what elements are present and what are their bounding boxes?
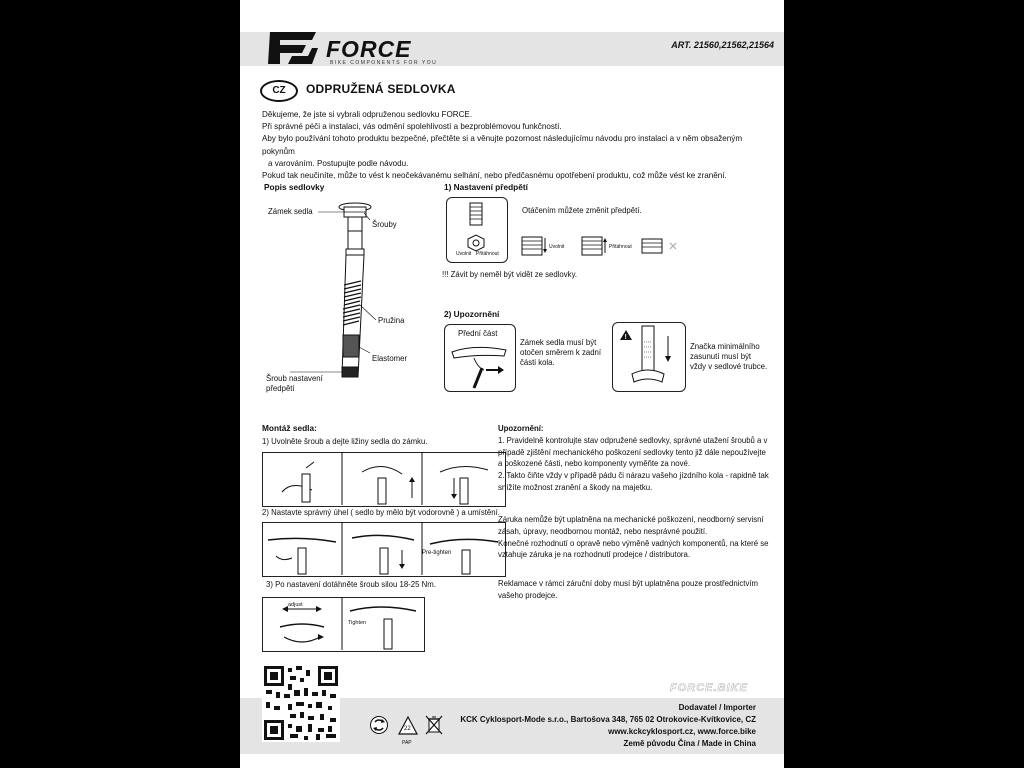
svg-text:!: ! xyxy=(624,334,627,341)
country-of-origin: Země původu Čína / Made in China xyxy=(623,739,756,748)
front-label: Přední část xyxy=(458,329,498,338)
claims-line: vašeho prodejce. xyxy=(498,590,558,600)
brand-wordmark: FORCE xyxy=(326,36,412,62)
warning-line: 1. Pravidelně kontrolujte stav odpružené sedlovky, správné utažení šroubů a v xyxy=(498,435,768,445)
pretighten-label: Pre-tighten xyxy=(422,550,452,556)
warning-line: a poškozené části, nebo komponenty vyměňte za nové. xyxy=(498,459,691,469)
recycle-label: PAP xyxy=(402,740,412,746)
mounting-heading: Montáž sedla: xyxy=(262,423,317,433)
distributor-address: KCK Cyklosport-Mode s.r.o., Bartošova 348, 765 02 Otrokovice-Kvítkovice, CZ xyxy=(460,715,756,724)
mounting-step-3: 3) Po nastavení dotáhněte šroub silou 18-25 Nm. xyxy=(266,580,436,589)
distributor-web: www.kckcyklosport.cz, www.force.bike xyxy=(608,727,756,736)
clamp-direction-text: Zámek sedla musí být otočen směrem k zadní části kola. xyxy=(520,338,602,367)
intro-line: Pokud tak neučiníte, může to vést k neočekávanému selhání, nebo předčasnému opotřebení produktu, což může vést ke zranění. xyxy=(262,171,727,181)
adjust-label: adjust xyxy=(288,602,303,608)
qr-code-icon xyxy=(262,664,340,742)
watermark-logo: FORCE.BIKE xyxy=(670,682,748,694)
loosen-label: Uvolnit xyxy=(549,244,565,250)
recycle-icon xyxy=(370,716,388,734)
preload-heading: 1) Nastavení předpětí xyxy=(444,182,528,192)
label-adjuster: Šroub nastavení předpětí xyxy=(266,374,323,393)
warranty-line: vztahuje záruka je na rozhodnutí prodejce / distributora. xyxy=(498,550,691,560)
step-3-drawing xyxy=(262,597,423,650)
step-2-drawing xyxy=(262,522,504,575)
tighten-label-step3: Tighten xyxy=(348,620,367,626)
warranty-line: zásah, úpravy, neodbornou montáž, nebo nesprávné použití. xyxy=(498,526,708,536)
article-number: ART. 21560,21562,21564 xyxy=(671,40,774,50)
force-logo-icon xyxy=(262,28,320,68)
mounting-step-2: 2) Nastavte správný úhel ( sedlo by mělo být vodorovně ) a umístění. xyxy=(262,508,500,517)
distributor-heading: Dodavatel / Importer xyxy=(678,703,756,712)
loosen-label-small: Uvolnit xyxy=(456,251,472,257)
label-bolts: Šrouby xyxy=(372,220,397,229)
intro-line: Aby bylo používání tohoto produktu bezpečné, přečtěte si a věnujte pozornost následujícímu návodu pro instalaci a v něm obsaženým pokynům xyxy=(262,134,743,156)
intro-line: Při správné péči a instalaci, vás odmění spolehlivostí a bezproblémovou funkčností. xyxy=(262,122,562,132)
intro-line: Děkujeme, že jste si vybrali odpruženou sedlovku FORCE. xyxy=(262,110,473,119)
intro-text xyxy=(262,109,772,182)
claims-section xyxy=(498,578,778,602)
manual-page xyxy=(240,0,784,768)
page-title: ODPRUŽENÁ SEDLOVKA xyxy=(306,82,456,96)
mounting-step-1: 1) Uvolněte šroub a dejte ližiny sedla do zámku. xyxy=(262,437,428,446)
min-insertion-text: Značka minimálního zasunutí musí být vždy v sedlové trubce. xyxy=(690,342,768,371)
warning-line: snížíte možnost zranění a škody na majetku. xyxy=(498,482,653,492)
language-badge: CZ xyxy=(260,80,298,102)
notice-heading: 2) Upozornění xyxy=(444,309,500,319)
tighten-label: Přitáhnout xyxy=(609,244,632,250)
label-elastomer: Elastomer xyxy=(372,354,408,363)
brand-tagline: BIKE COMPONENTS FOR YOU xyxy=(330,60,438,66)
warning-line: případě zjištění mechanického poškození sedlovky tento již dále nepoužívejte xyxy=(498,447,766,457)
preload-text: Otáčením můžete změnit předpětí. xyxy=(522,206,642,215)
warranty-section xyxy=(498,514,778,561)
min-insertion-diagram xyxy=(612,322,684,390)
warranty-line: Záruka nemůže být uplatněna na mechanické poškození, neodborný servisní xyxy=(498,515,764,524)
seatpost-diagram xyxy=(240,195,440,395)
claims-line: Reklamace v rámci záruční doby musí být uplatněna pouze prostřednictvím xyxy=(498,579,759,588)
warnings-section xyxy=(498,423,778,494)
tighten-label-small: Přitáhnout xyxy=(476,251,499,257)
preload-warning: !!! Závit by neměl být vidět ze sedlovky. xyxy=(442,270,578,279)
step-1-drawing xyxy=(262,452,504,505)
warnings-heading: Upozornění: xyxy=(498,424,544,433)
label-spring: Pružina xyxy=(378,316,405,325)
warranty-line: Konečné rozhodnutí o opravě nebo výměně vadných komponentů, na které se xyxy=(498,538,769,548)
description-heading: Popis sedlovky xyxy=(264,182,325,192)
saddle-orientation-diagram xyxy=(444,324,516,390)
recycle-code: 22 xyxy=(404,726,411,732)
warning-line: 2. Takto čiňte vždy v případě pádu či nárazu vašeho jízdního kola - rapidně tak xyxy=(498,471,769,481)
intro-line: a varováním. Postupujte podle návodu. xyxy=(268,158,409,168)
label-clamp: Zámek sedla xyxy=(268,207,313,216)
crossed-bin-icon xyxy=(426,715,442,735)
